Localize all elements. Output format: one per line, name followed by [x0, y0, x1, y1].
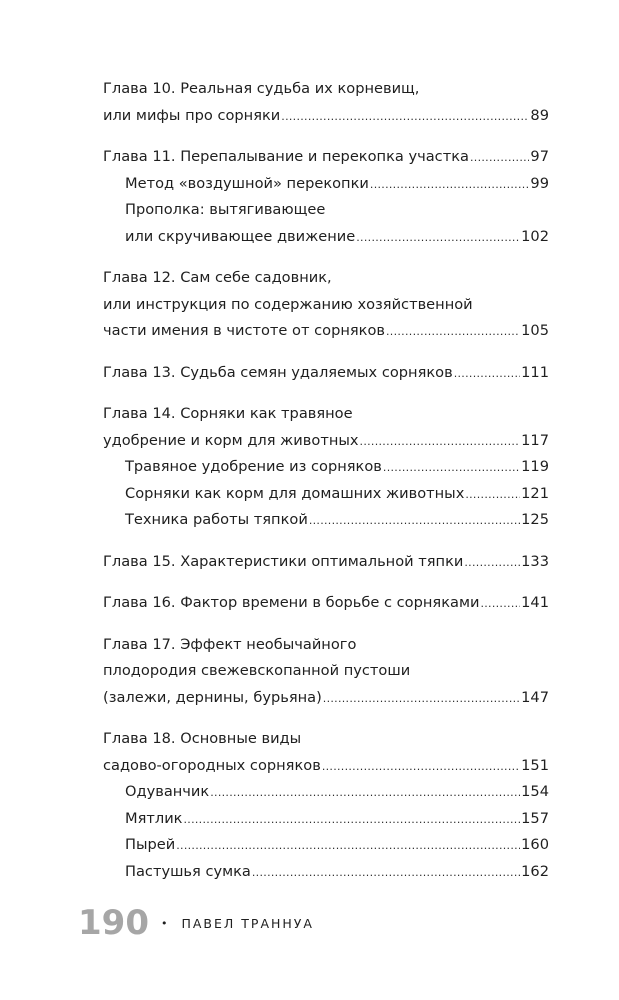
toc-page-number: 89	[530, 106, 549, 124]
toc-chapter-title: Глава 16. Фактор времени в борьбе с сорняками	[103, 594, 480, 611]
toc-section-title: Мятлик	[125, 809, 183, 827]
toc-page-number: 141	[521, 594, 549, 611]
folio-page-number: 190	[78, 903, 149, 943]
toc-page-number: 117	[521, 431, 549, 449]
toc-chapter-title: Глава 17. Эффект необычайного	[103, 635, 357, 653]
toc-line	[103, 428, 549, 455]
toc-chapter-title: Глава 10. Реальная судьба их корневищ,	[103, 80, 420, 97]
toc-leader	[184, 807, 521, 834]
toc-page-number: 157	[521, 809, 549, 827]
toc-page-number: 99	[530, 174, 549, 192]
toc-line	[103, 171, 549, 198]
toc-page-number: 111	[521, 363, 549, 381]
toc-line	[103, 632, 549, 659]
toc-page-number: 154	[521, 783, 549, 800]
toc-leader	[383, 455, 520, 482]
toc-section-title: Травяное удобрение из сорняков	[125, 458, 382, 475]
toc-leader	[281, 104, 529, 131]
toc-line	[103, 685, 549, 712]
toc-leader	[210, 780, 520, 807]
toc-line	[103, 197, 549, 224]
toc-section-title: Прополка: вытягивающее	[125, 201, 326, 218]
toc-page-number: 160	[521, 836, 549, 853]
toc-leader	[386, 319, 520, 346]
toc-leader	[454, 361, 520, 388]
toc-line	[103, 590, 549, 617]
toc-section-title: Техника работы тяпкой	[125, 511, 308, 528]
toc-line	[103, 360, 549, 387]
toc-line	[103, 224, 549, 251]
toc-line	[103, 401, 549, 428]
bullet-separator: •	[160, 916, 168, 930]
toc-leader	[252, 860, 520, 887]
toc-section-title: Метод «воздушной» перекопки	[125, 174, 369, 192]
toc-line	[103, 753, 549, 780]
toc-page-number: 133	[521, 552, 549, 570]
toc-line	[103, 265, 549, 292]
toc-chapter-title: Глава 18. Основные виды	[103, 730, 302, 747]
toc-line	[103, 779, 549, 806]
toc-leader	[322, 754, 520, 781]
table-of-contents	[103, 76, 549, 885]
toc-line	[103, 806, 549, 833]
toc-line	[103, 859, 549, 886]
toc-section-title: Пастушья сумка	[125, 862, 251, 880]
toc-page-number: 119	[521, 458, 549, 475]
toc-leader	[323, 686, 520, 713]
toc-chapter-title: Глава 15. Характеристики оптимальной тяпки	[103, 552, 464, 570]
toc-line	[103, 658, 549, 685]
toc-chapter-title: или мифы про сорняки	[103, 106, 281, 124]
toc-line	[103, 507, 549, 534]
toc-leader	[356, 225, 520, 252]
toc-line	[103, 726, 549, 753]
toc-leader	[176, 833, 520, 860]
toc-chapter-title: или инструкция по содержанию хозяйственной	[103, 295, 473, 313]
page-footer	[78, 901, 314, 945]
toc-page-number: 125	[521, 511, 549, 528]
toc-line	[103, 144, 549, 171]
toc-chapter-title: Глава 13. Судьба семян удаляемых сорняков	[103, 363, 453, 381]
toc-section-title: Пырей	[125, 836, 176, 853]
toc-line	[103, 103, 549, 130]
toc-leader	[470, 145, 529, 172]
toc-chapter-title: Глава 14. Сорняки как травяное	[103, 405, 353, 422]
toc-leader	[360, 429, 521, 456]
toc-chapter-title: удобрение и корм для животных	[103, 431, 359, 449]
toc-chapter-title: Глава 11. Перепалывание и перекопка участка	[103, 148, 469, 165]
toc-leader	[464, 550, 520, 577]
toc-chapter-title: садово-огородных сорняков	[103, 756, 321, 774]
running-head-author: ПАВЕЛ ТРАННУА	[181, 915, 314, 931]
toc-leader	[309, 508, 520, 535]
toc-page-number: 102	[521, 227, 549, 245]
toc-leader	[370, 172, 530, 199]
toc-line	[103, 481, 549, 508]
toc-line	[103, 454, 549, 481]
toc-line	[103, 76, 549, 103]
toc-section-title: или скручивающее движение	[125, 227, 356, 245]
toc-line	[103, 292, 549, 319]
toc-leader	[480, 591, 520, 618]
toc-line	[103, 549, 549, 576]
toc-section-title: Одуванчик	[125, 783, 210, 800]
toc-leader	[465, 482, 520, 509]
toc-page-number: 121	[521, 484, 549, 502]
toc-chapter-title: Глава 12. Сам себе садовник,	[103, 269, 332, 286]
toc-page-number: 105	[521, 322, 549, 339]
toc-page-number: 162	[521, 862, 549, 880]
toc-page-number: 147	[521, 688, 549, 706]
toc-chapter-title: (залежи, дернины, бурьяна)	[103, 688, 322, 706]
toc-chapter-title: плодородия свежевскопанной пустоши	[103, 662, 411, 679]
toc-line	[103, 318, 549, 345]
toc-page-number: 97	[530, 148, 549, 165]
toc-line	[103, 832, 549, 859]
toc-chapter-title: части имения в чистоте от сорняков	[103, 322, 385, 339]
toc-section-title: Сорняки как корм для домашних животных	[125, 484, 465, 502]
toc-page-number: 151	[521, 756, 549, 774]
